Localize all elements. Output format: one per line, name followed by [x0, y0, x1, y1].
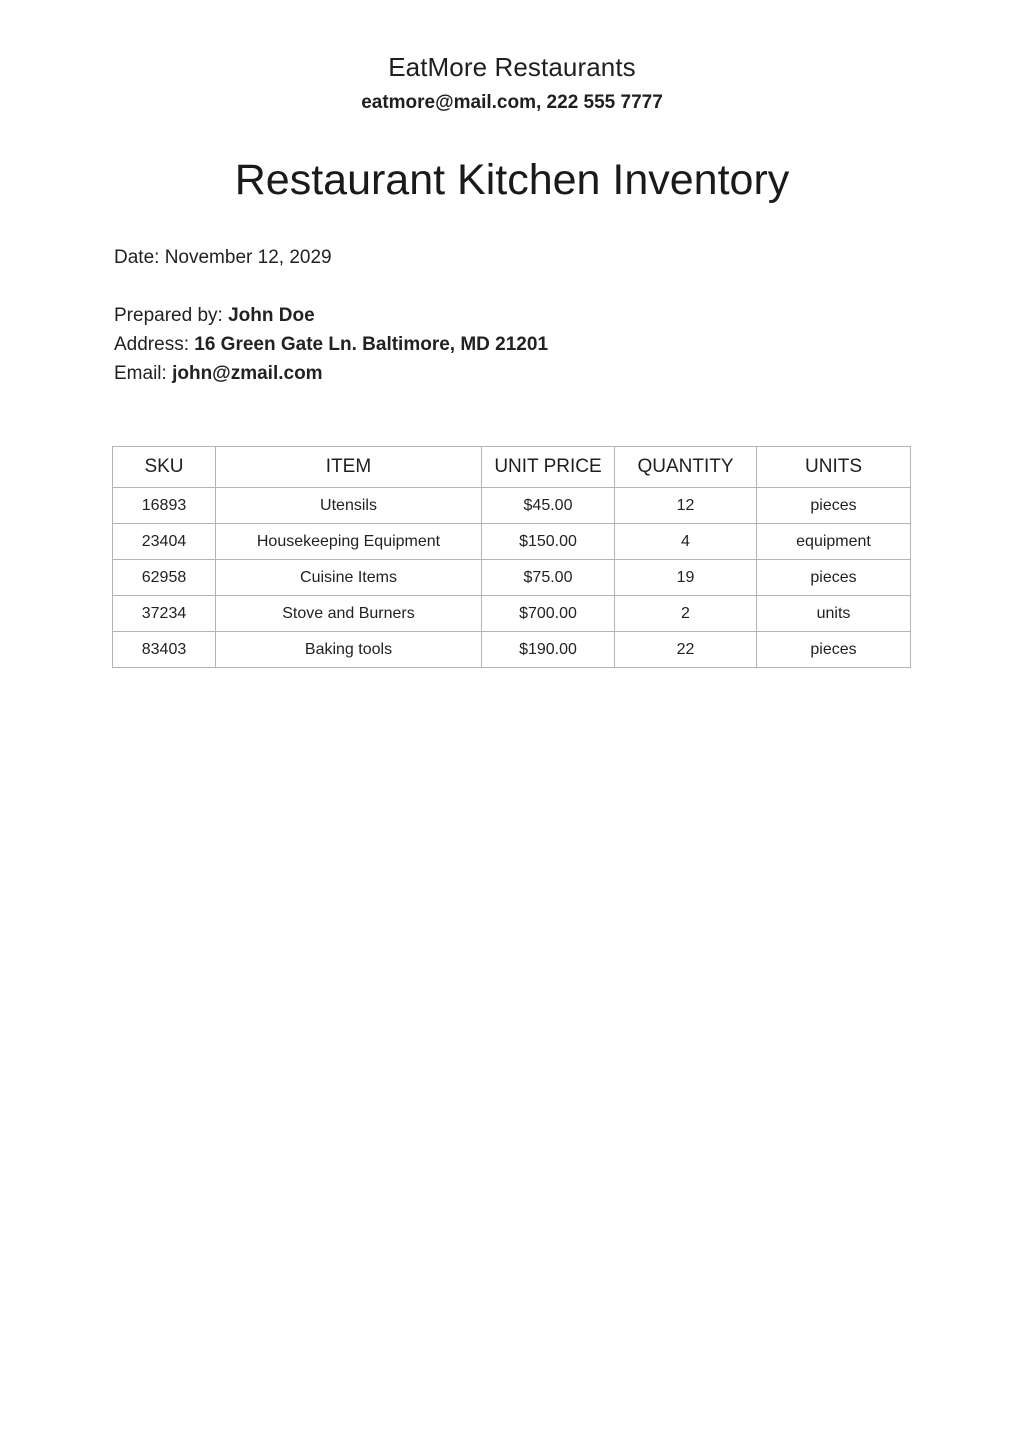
cell-unit-price: $190.00 — [482, 632, 615, 668]
cell-units: pieces — [757, 632, 911, 668]
cell-quantity: 4 — [615, 524, 757, 560]
email-line — [114, 363, 323, 385]
email-value: john@zmail.com — [172, 363, 323, 384]
table-row — [113, 488, 911, 524]
date-value: November 12, 2029 — [164, 247, 332, 268]
cell-quantity: 12 — [615, 488, 757, 524]
prepared-by-label: Prepared by: — [114, 305, 223, 326]
table-header-row — [113, 447, 911, 488]
cell-sku: 83403 — [113, 632, 216, 668]
header-quantity: QUANTITY — [615, 447, 757, 488]
cell-units: pieces — [757, 488, 911, 524]
cell-quantity: 2 — [615, 596, 757, 632]
address-line — [114, 334, 548, 356]
table-row — [113, 596, 911, 632]
cell-sku: 62958 — [113, 560, 216, 596]
cell-unit-price: $150.00 — [482, 524, 615, 560]
cell-sku: 23404 — [113, 524, 216, 560]
cell-sku: 37234 — [113, 596, 216, 632]
cell-sku: 16893 — [113, 488, 216, 524]
date-line — [114, 247, 332, 269]
cell-item: Baking tools — [216, 632, 482, 668]
email-label: Email: — [114, 363, 167, 384]
company-name: EatMore Restaurants — [388, 52, 636, 82]
table-row — [113, 632, 911, 668]
cell-units: pieces — [757, 560, 911, 596]
prepared-by-value: John Doe — [228, 305, 315, 326]
table-row — [113, 560, 911, 596]
cell-item: Cuisine Items — [216, 560, 482, 596]
prepared-by-line — [114, 305, 315, 327]
header-sku: SKU — [113, 447, 216, 488]
inventory-table — [112, 446, 911, 668]
company-contact: eatmore@mail.com, 222 555 7777 — [361, 92, 663, 113]
date-label: Date: — [114, 247, 160, 268]
cell-item: Housekeeping Equipment — [216, 524, 482, 560]
table-row — [113, 524, 911, 560]
cell-quantity: 19 — [615, 560, 757, 596]
cell-units: equipment — [757, 524, 911, 560]
cell-units: units — [757, 596, 911, 632]
address-label: Address: — [114, 334, 189, 355]
cell-item: Utensils — [216, 488, 482, 524]
header-item: ITEM — [216, 447, 482, 488]
address-value: 16 Green Gate Ln. Baltimore, MD 21201 — [194, 334, 549, 355]
cell-unit-price: $700.00 — [482, 596, 615, 632]
page-title: Restaurant Kitchen Inventory — [234, 156, 790, 204]
cell-quantity: 22 — [615, 632, 757, 668]
header-unit-price: UNIT PRICE — [482, 447, 615, 488]
header-units: UNITS — [757, 447, 911, 488]
cell-unit-price: $75.00 — [482, 560, 615, 596]
cell-item: Stove and Burners — [216, 596, 482, 632]
cell-unit-price: $45.00 — [482, 488, 615, 524]
